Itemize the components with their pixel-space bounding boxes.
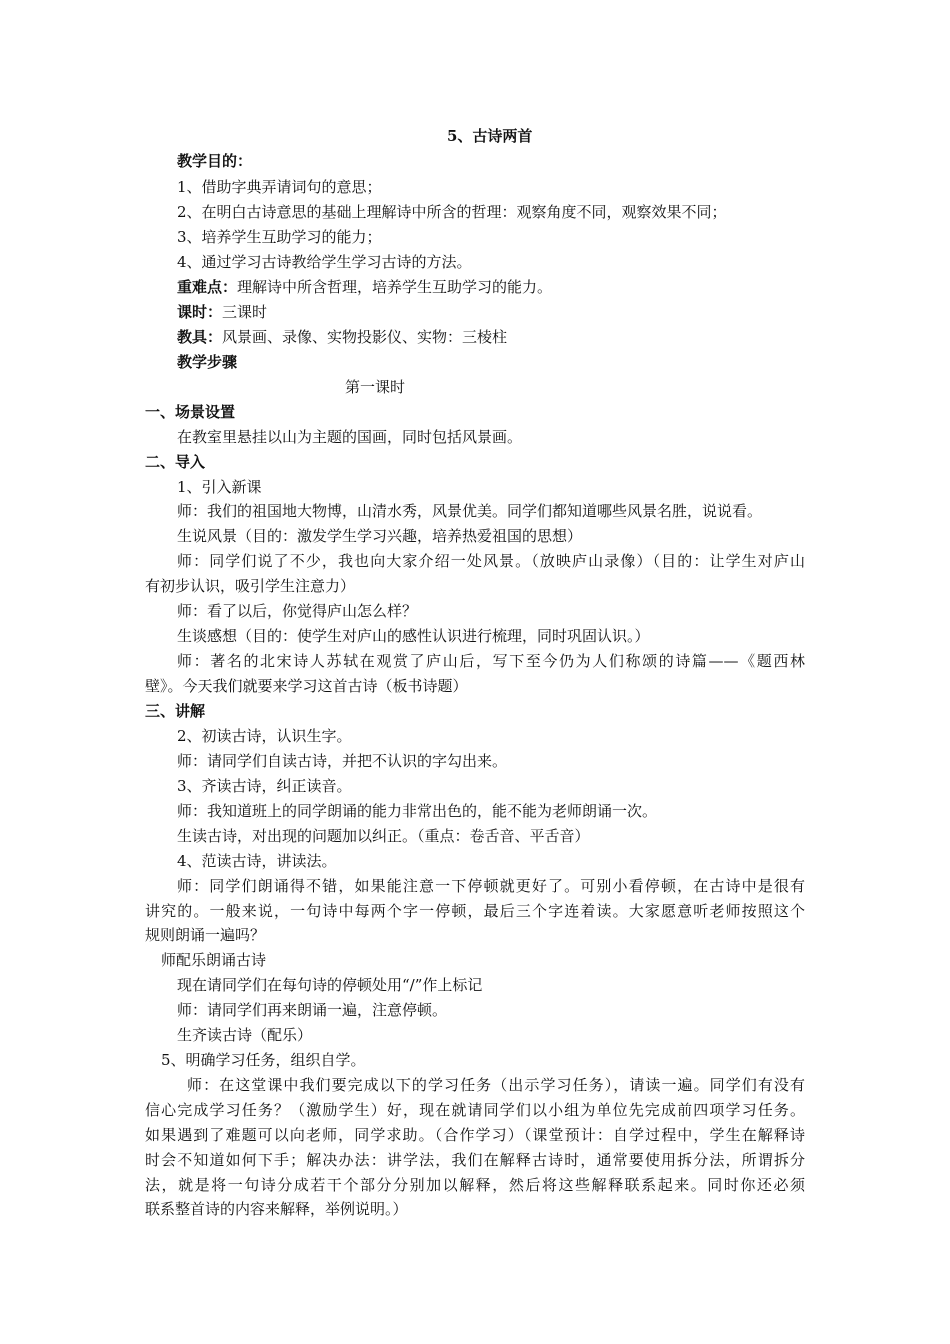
key-points-text: 理解诗中所含哲理，培养学生互助学习的能力。	[237, 278, 553, 296]
paragraph-line: 有初步认识，吸引学生注意力）	[145, 577, 356, 595]
paragraph-line: 讲究的。一般来说，一句诗中每两个字一停顿，最后三个字连着读。大家愿意听老师按照这个	[145, 902, 805, 920]
paragraph-line: 信心完成学习任务？（激励学生）好，现在就请同学们以小组为单位先完成前四项学习任务。	[145, 1101, 805, 1119]
key-points	[177, 277, 552, 297]
paragraph-line: 联系整首诗的内容来解释，举例说明。）	[145, 1200, 408, 1218]
paragraph-line: 师：在这堂课中我们要完成以下的学习任务（出示学习任务），请读一遍。同学们有没有	[187, 1076, 805, 1094]
objective-item: 4、通过学习古诗教给学生学习古诗的方法。	[177, 253, 472, 271]
tools-label: 教具：	[177, 328, 223, 346]
paragraph-line: 师：同学们朗诵得不错，如果能注意一下停顿就更好了。可别小看停顿，在古诗中是很有	[177, 877, 805, 895]
period-title: 第一课时	[345, 378, 406, 396]
paragraph-line: 师：同学们说了不少，我也向大家介绍一处风景。（放映庐山录像）（目的：让学生对庐山	[177, 552, 805, 570]
objective-item: 3、培养学生互助学习的能力；	[177, 228, 382, 246]
paragraph-line: 师配乐朗诵古诗	[161, 951, 267, 969]
paragraph-line: 3、齐读古诗，纠正读音。	[177, 777, 352, 795]
objective-item: 2、在明白古诗意思的基础上理解诗中所含的哲理：观察角度不同，观察效果不同；	[177, 203, 727, 221]
teaching-tools	[177, 327, 507, 347]
objective-item: 1、借助字典弄请词句的意思；	[177, 178, 382, 196]
paragraph-line: 规则朗诵一遍吗？	[145, 926, 266, 944]
paragraph-line: 生谈感想（目的：使学生对庐山的感性认识进行梳理，同时巩固认识。）	[177, 627, 650, 645]
paragraph-line: 壁》。今天我们就要来学习这首古诗（板书诗题）	[145, 677, 468, 695]
paragraph-line: 师：著名的北宋诗人苏轼在观赏了庐山后，写下至今仍为人们称颂的诗篇——《题西林	[177, 652, 805, 670]
paragraph-line: 现在请同学们在每句诗的停顿处用“/”作上标记	[177, 976, 483, 994]
tools-text: 风景画、录像、实物投影仪、实物：三棱柱	[222, 328, 508, 346]
paragraph-line: 法，就是将一句诗分成若干个部分分别加以解释，然后将这些解释联系起来。同时你还必须	[145, 1176, 805, 1194]
paragraph-line: 如果遇到了难题可以向老师，同学求助。（合作学习）（课堂预计：自学过程中，学生在解释诗	[145, 1126, 805, 1144]
paragraph-line: 师：我们的祖国地大物博，山清水秀，风景优美。同学们都知道哪些风景名胜，说说看。	[177, 502, 763, 520]
paragraph-line: 时会不知道如何下手；解决办法：讲学法，我们在解释古诗时，通常要使用拆分法，所谓拆分	[145, 1151, 805, 1169]
paragraph-line: 生读古诗，对出现的问题加以纠正。（重点：卷舌音、平舌音）	[177, 827, 590, 845]
key-points-label: 重难点：	[177, 278, 238, 296]
paragraph-line: 2、初读古诗，认识生字。	[177, 727, 352, 745]
paragraph-line: 在教室里悬挂以山为主题的国画，同时包括风景画。	[177, 428, 523, 446]
section-heading: 三、讲解	[145, 702, 206, 720]
paragraph-line: 生说风景（目的：激发学生学习兴趣，培养热爱祖国的思想）	[177, 527, 583, 545]
paragraph-line: 5、明确学习任务，组织自学。	[161, 1051, 366, 1069]
objectives-heading: 教学目的：	[177, 152, 253, 170]
periods-text: 三课时	[222, 303, 268, 321]
steps-heading: 教学步骤	[177, 353, 238, 371]
paragraph-line: 师：请同学们自读古诗，并把不认识的字勾出来。	[177, 752, 508, 770]
paragraph-line: 生齐读古诗（配乐）	[177, 1026, 313, 1044]
paragraph-line: 师：我知道班上的同学朗诵的能力非常出色的，能不能为老师朗诵一次。	[177, 802, 658, 820]
paragraph-line: 4、范读古诗，讲读法。	[177, 852, 337, 870]
page-title: 5、古诗两首	[447, 127, 533, 145]
paragraph-line: 1、引入新课	[177, 478, 262, 496]
paragraph-line: 师：请同学们再来朗诵一遍，注意停顿。	[177, 1001, 448, 1019]
section-heading: 二、导入	[145, 453, 206, 471]
periods-label: 课时：	[177, 303, 223, 321]
section-heading: 一、场景设置	[145, 403, 236, 421]
periods	[177, 302, 267, 322]
paragraph-line: 师：看了以后，你觉得庐山怎么样？	[177, 602, 418, 620]
